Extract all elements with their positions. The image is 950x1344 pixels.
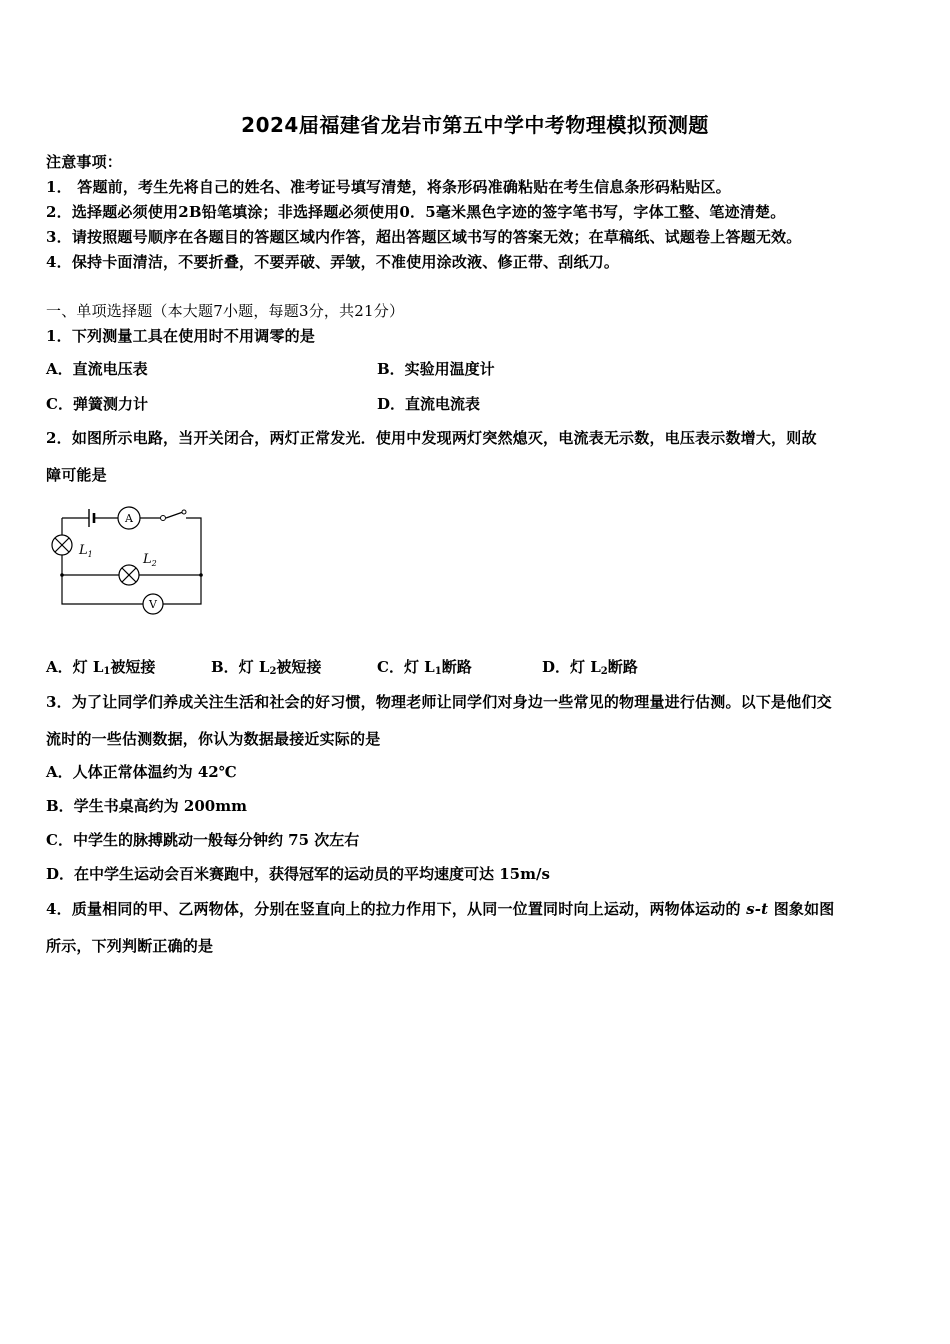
lamp1-icon: [52, 535, 72, 555]
section-heading: 一、单项选择题（本大题7小题，每题3分，共21分）: [46, 302, 405, 320]
q3-option-a: A．人体正常体温约为 42℃: [46, 763, 237, 781]
notice-item-4: 4．保持卡面清洁，不要折叠，不要弄破、弄皱，不准使用涂改液、修正带、刮纸刀。: [46, 253, 620, 271]
q2-option-c: C．灯 $L_1$断路: [377, 658, 472, 677]
ammeter-icon: [118, 507, 140, 529]
q2-option-d: D．灯 $L_2$断路: [542, 658, 638, 677]
notice-item-3: 3．请按照题号顺序在各题目的答题区域内作答，超出答题区域书写的答案无效；在草稿纸、试题卷上答题无效。: [46, 228, 802, 246]
q3-option-b: B．学生书桌高约为 200mm: [46, 797, 247, 815]
q2-option-a: A．灯 $L_1$被短接: [46, 658, 156, 677]
q2-option-b: B．灯 $L_2$被短接: [211, 658, 322, 677]
voltmeter-label: V: [149, 598, 157, 611]
q2-stem-line2: 障可能是: [46, 466, 107, 484]
ammeter-label: A: [125, 512, 133, 525]
q3-stem-line1: 3．为了让同学们养成关注生活和社会的好习惯，物理老师让同学们对身边一些常见的物理量进行估测。以下是他们交: [46, 693, 832, 711]
wire-right: [186, 518, 201, 575]
notice-item-1: 1． 答题前，考生先将自己的姓名、准考证号填写清楚，将条形码准确粘贴在考生信息条形码粘贴区。: [46, 178, 731, 196]
q1-option-b: B．实验用温度计: [377, 360, 495, 378]
notice-heading: 注意事项：: [46, 153, 123, 171]
exam-title: 2024届福建省龙岩市第五中学中考物理模拟预测题: [241, 113, 709, 137]
q3-stem-line2: 流时的一些估测数据，你认为数据最接近实际的是: [46, 730, 381, 748]
battery-icon: [89, 509, 94, 527]
q1-stem: 1．下列测量工具在使用时不用调零的是: [46, 327, 316, 345]
notice-item-2: 2．选择题必须使用2B铅笔填涂；非选择题必须使用0．5毫米黑色字迹的签字笔书写，字体工整、笔迹清楚。: [46, 203, 786, 221]
q4-stem-line1: 4．质量相同的甲、乙两物体，分别在竖直向上的拉力作用下，从同一位置同时向上运动，两物体运动的 s-t 图象如图: [46, 900, 835, 918]
q3-option-d: D．在中学生运动会百米赛跑中，获得冠军的运动员的平均速度可达 15m/s: [46, 865, 550, 883]
circuit-diagram: [46, 500, 211, 620]
q1-option-d: D．直流电流表: [377, 395, 481, 413]
q3-option-c: C．中学生的脉搏跳动一般每分钟约 75 次左右: [46, 831, 360, 849]
q4-stem-line2: 所示，下列判断正确的是: [46, 937, 214, 955]
voltmeter-icon: [143, 594, 163, 614]
lamp2-icon: [119, 565, 139, 585]
wire-bottom-right: [163, 575, 201, 604]
q1-option-c: C．弹簧测力计: [46, 395, 148, 413]
switch-blade: [166, 512, 183, 518]
q2-stem-line1: 2．如图所示电路，当开关闭合，两灯正常发光．使用中发现两灯突然熄灭，电流表无示数，电压表示数增大，则故: [46, 429, 817, 447]
q1-option-a: A．直流电压表: [46, 360, 148, 378]
lamp1-label: $L_1$: [79, 543, 93, 559]
lamp2-label: $L_2$: [143, 552, 157, 568]
